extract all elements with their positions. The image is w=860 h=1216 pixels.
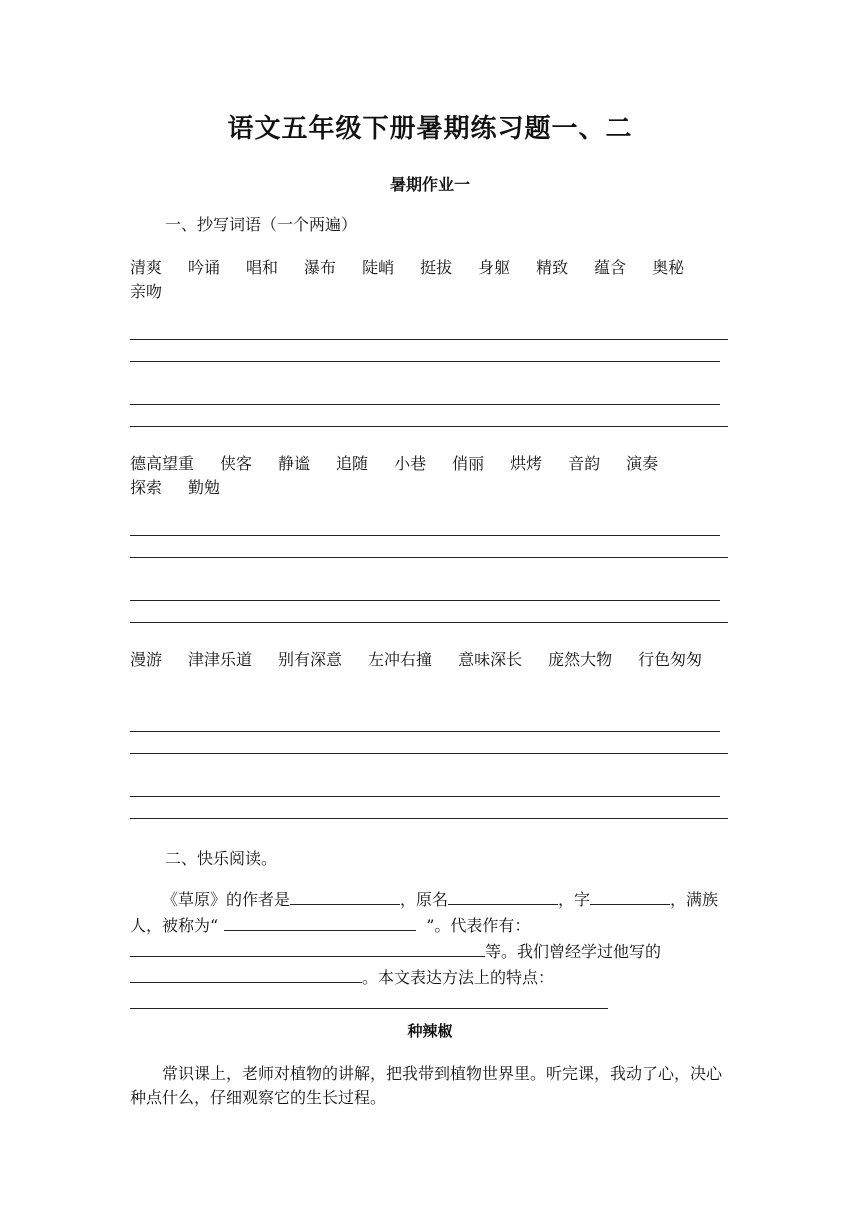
word: 追随 <box>336 454 369 473</box>
writing-line[interactable] <box>130 622 728 623</box>
question-text: ”。代表作有： <box>426 916 531 935</box>
writing-line[interactable] <box>130 404 720 405</box>
question-text: ，原名 <box>400 890 449 909</box>
word: 吟诵 <box>188 258 221 277</box>
word-group-3 <box>130 648 730 672</box>
word: 左冲右撞 <box>368 650 433 669</box>
writing-line[interactable] <box>130 600 720 601</box>
word: 勤勉 <box>188 478 221 497</box>
word: 烘烤 <box>510 454 543 473</box>
word: 小巷 <box>394 454 427 473</box>
word: 侠客 <box>220 454 253 473</box>
writing-line[interactable] <box>130 753 728 754</box>
page-subtitle: 暑期作业一 <box>389 175 470 194</box>
word: 津津乐道 <box>188 650 253 669</box>
story-paragraph: 常识课上，老师对植物的讲解，把我带到植物世界里。听完课，我动了心，决心种点什么，仔细观察它的生长过程。 <box>130 1064 723 1107</box>
word: 蕴含 <box>594 258 627 277</box>
word: 漫游 <box>130 650 163 669</box>
writing-line[interactable] <box>130 731 720 732</box>
question-text: 等。我们曾经学过他写的 <box>485 942 662 961</box>
learned-text-blank[interactable] <box>130 964 362 983</box>
word: 唱和 <box>246 258 279 277</box>
features-blank[interactable] <box>130 990 608 1009</box>
writing-line[interactable] <box>130 796 720 797</box>
page-title: 语文五年级下册暑期练习题一、二 <box>227 114 633 144</box>
original-name-blank[interactable] <box>448 886 558 905</box>
word: 静谧 <box>278 454 311 473</box>
writing-line[interactable] <box>130 818 728 819</box>
word: 亲吻 <box>130 282 163 301</box>
section2-heading: 二、快乐阅读。 <box>165 849 278 868</box>
question-text: ，字 <box>558 890 591 909</box>
word: 德高望重 <box>130 454 195 473</box>
word: 别有深意 <box>278 650 343 669</box>
writing-line[interactable] <box>130 426 728 427</box>
word-group-1 <box>130 256 730 304</box>
word: 演奏 <box>626 454 659 473</box>
question-text: 。本文表达方法上的特点： <box>362 968 555 987</box>
courtesy-name-blank[interactable] <box>590 886 670 905</box>
title-blank[interactable] <box>224 912 416 931</box>
word: 俏丽 <box>452 454 485 473</box>
word: 陡峭 <box>362 258 395 277</box>
word-group-2 <box>130 452 730 500</box>
reading-question <box>130 886 730 1016</box>
word: 奥秘 <box>652 258 685 277</box>
question-text: 《草原》的作者是 <box>162 890 291 909</box>
writing-line[interactable] <box>130 361 720 362</box>
writing-line[interactable] <box>130 535 720 536</box>
writing-line[interactable] <box>130 339 728 340</box>
writing-line[interactable] <box>130 557 728 558</box>
question-text: ，满族人，被称为“ <box>130 890 719 935</box>
author-blank[interactable] <box>290 886 400 905</box>
word: 挺拔 <box>420 258 453 277</box>
word: 音韵 <box>568 454 601 473</box>
word: 清爽 <box>130 258 163 277</box>
works-blank[interactable] <box>130 938 485 957</box>
story-title: 种辣椒 <box>407 1022 453 1040</box>
word: 身躯 <box>478 258 511 277</box>
word: 瀑布 <box>304 258 337 277</box>
section1-heading: 一、抄写词语（一个两遍） <box>165 215 358 234</box>
word: 精致 <box>536 258 569 277</box>
word: 庞然大物 <box>548 650 613 669</box>
word: 探索 <box>130 478 163 497</box>
word: 意味深长 <box>458 650 523 669</box>
word: 行色匆匆 <box>638 650 703 669</box>
